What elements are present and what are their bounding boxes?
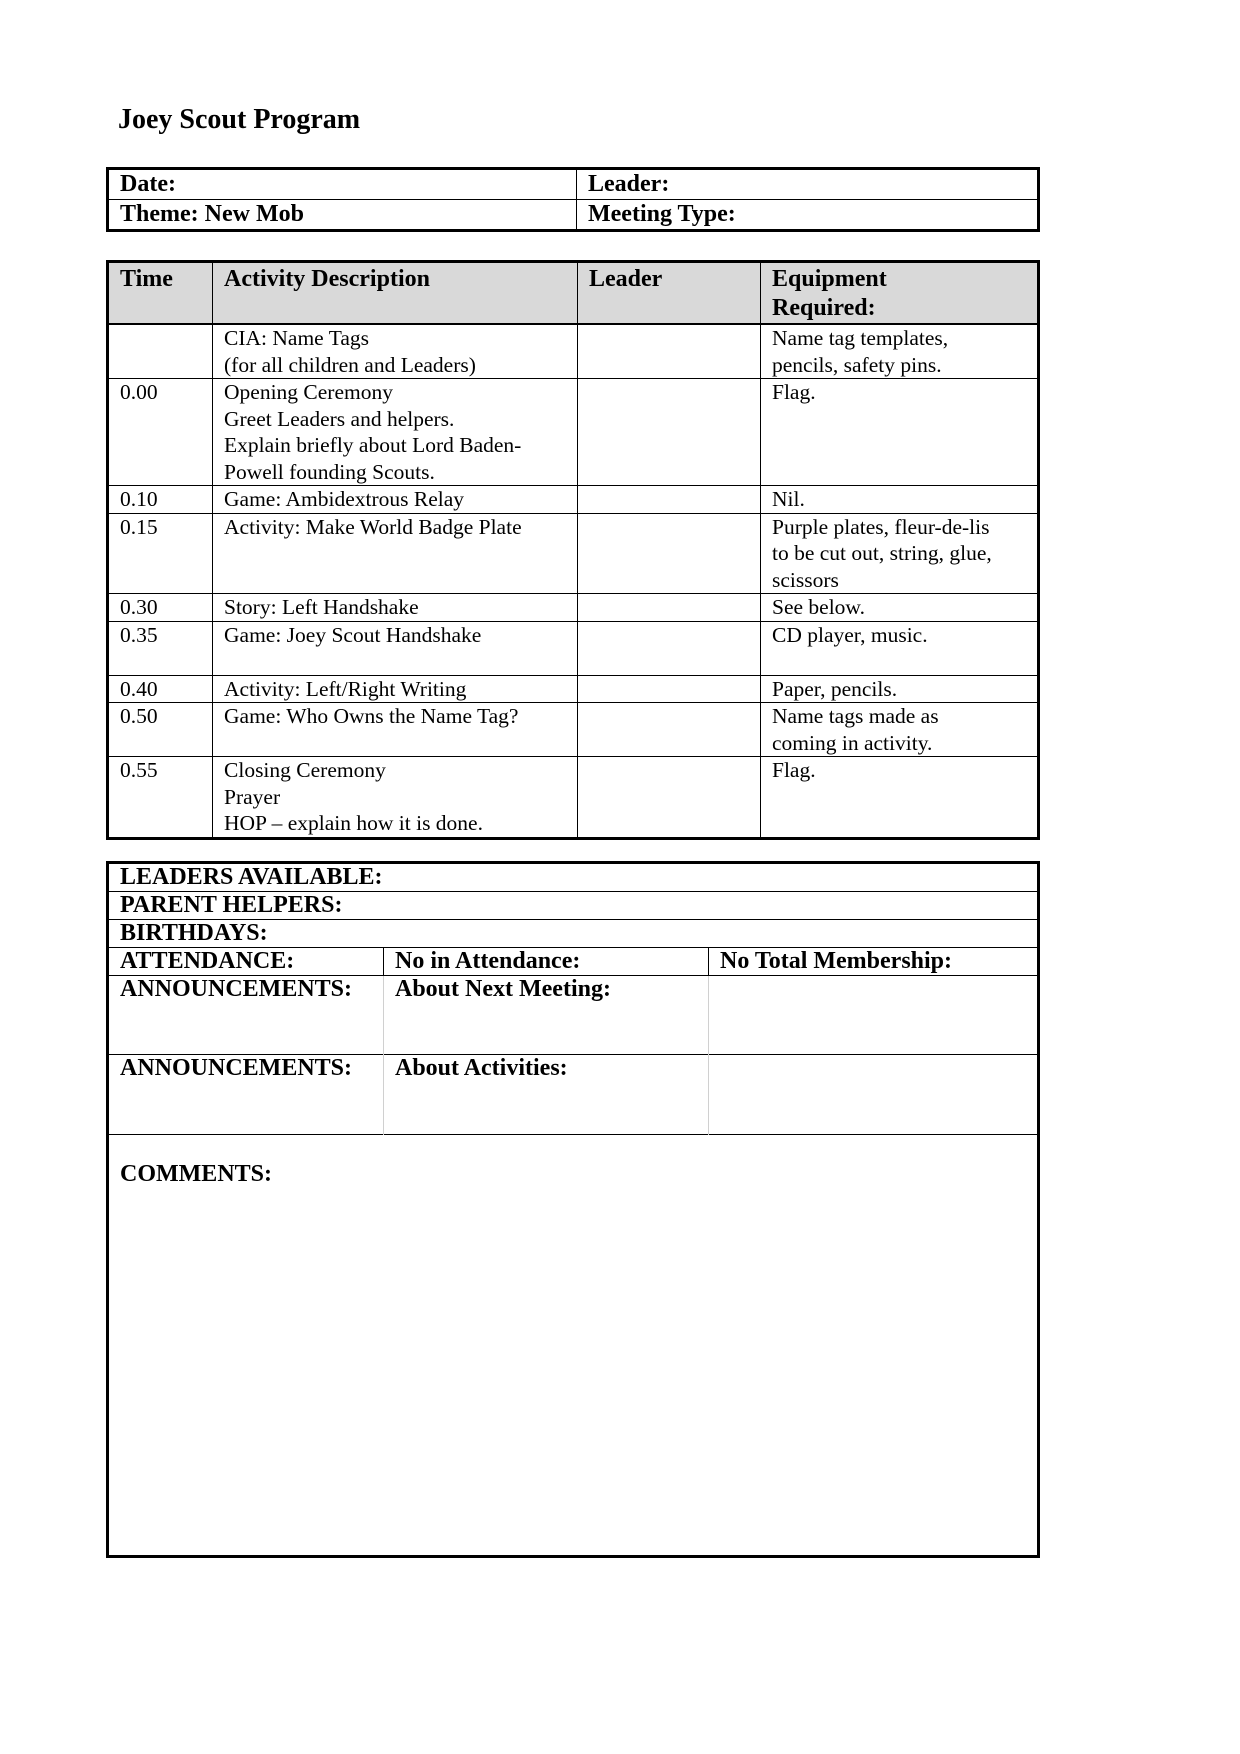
activity-cell-line: Game: Ambidextrous Relay	[224, 487, 465, 511]
activity-cell	[213, 486, 578, 514]
equipment-cell-line: Paper, pencils.	[772, 676, 898, 701]
birthdays-row	[108, 920, 1039, 948]
column-header-equipment	[761, 262, 1039, 325]
activity-cell-line: HOP – explain how it is done.	[224, 811, 483, 835]
program-row	[108, 621, 1039, 675]
activity-cell-line: Story: Left Handshake	[224, 595, 419, 619]
activity-cell-line: Game: Who Owns the Name Tag?	[224, 704, 519, 728]
about-activities-label: About Activities:	[384, 1055, 709, 1135]
leader-cell	[578, 703, 761, 757]
attendance-row	[108, 948, 1039, 976]
program-row	[108, 757, 1039, 839]
activity-cell	[213, 513, 578, 594]
equipment-cell	[761, 757, 1039, 839]
leader-cell	[578, 513, 761, 594]
equipment-cell-line: Name tag templates,	[772, 326, 949, 350]
time-cell: 0.50	[108, 703, 213, 757]
equipment-cell-line: Flag.	[772, 380, 816, 404]
leader-cell	[578, 486, 761, 514]
leaders-available-label: LEADERS AVAILABLE:	[120, 864, 383, 890]
program-table	[106, 260, 1040, 840]
column-header-leader: Leader	[578, 262, 761, 325]
parent-helpers-label: PARENT HELPERS:	[108, 892, 1039, 920]
equipment-cell	[761, 703, 1039, 757]
activity-cell-line: Prayer	[224, 784, 281, 809]
leaders-available-row	[108, 863, 1039, 892]
activity-cell-line: Explain briefly about Lord Baden-	[224, 433, 522, 457]
equipment-cell-line: Nil.	[772, 487, 805, 511]
equipment-cell	[761, 594, 1039, 622]
footer-table	[106, 861, 1040, 1558]
equipment-cell	[761, 621, 1039, 675]
program-body	[108, 324, 1039, 838]
time-cell: 0.55	[108, 757, 213, 839]
birthdays-label: BIRTHDAYS:	[108, 920, 1039, 948]
leader-cell	[578, 675, 761, 703]
leader-cell	[578, 594, 761, 622]
column-header-activity: Activity Description	[213, 262, 578, 325]
equipment-cell-line: Name tags made as	[772, 704, 939, 728]
column-header-time: Time	[108, 262, 213, 325]
no-total-membership-label: No Total Membership:	[709, 948, 1039, 976]
activity-cell	[213, 594, 578, 622]
equipment-cell-line: pencils, safety pins.	[772, 352, 942, 377]
page-title: Joey Scout Program	[118, 104, 361, 135]
equipment-cell-line: to be cut out, string, glue,	[772, 541, 992, 565]
equipment-header-line: Equipment	[772, 266, 887, 292]
program-row	[108, 513, 1039, 594]
activity-cell-line: Opening Ceremony	[224, 380, 393, 404]
header-row-2	[108, 200, 1039, 231]
time-cell: 0.35	[108, 621, 213, 675]
leader-cell	[578, 379, 761, 486]
activity-cell-line: (for all children and Leaders)	[224, 352, 476, 377]
date-label: Date:	[108, 169, 577, 200]
program-row	[108, 675, 1039, 703]
equipment-cell-line: coming in activity.	[772, 730, 933, 755]
leader-cell	[578, 324, 761, 379]
header-table	[106, 167, 1040, 232]
activity-cell	[213, 757, 578, 839]
activity-cell-line: Activity: Left/Right Writing	[224, 676, 467, 701]
comments-label: COMMENTS:	[108, 1135, 1039, 1557]
equipment-cell	[761, 675, 1039, 703]
activity-cell	[213, 324, 578, 379]
time-cell: 0.30	[108, 594, 213, 622]
equipment-cell	[761, 379, 1039, 486]
equipment-cell	[761, 324, 1039, 379]
activity-cell	[213, 675, 578, 703]
program-row	[108, 703, 1039, 757]
activity-cell-line: Game: Joey Scout Handshake	[224, 622, 482, 647]
attendance-label: ATTENDANCE:	[108, 948, 384, 976]
about-next-meeting-label: About Next Meeting:	[384, 976, 709, 1055]
time-cell: 0.40	[108, 675, 213, 703]
activity-cell-line: Closing Ceremony	[224, 758, 386, 782]
program-header-row	[108, 262, 1039, 325]
leader-cell	[578, 621, 761, 675]
equipment-header-line: Required:	[772, 295, 876, 321]
activity-cell	[213, 379, 578, 486]
announcements-next-meeting-row	[108, 976, 1039, 1055]
equipment-cell-line: Purple plates, fleur-de-lis	[772, 514, 990, 539]
leader-cell	[578, 757, 761, 839]
equipment-cell-line: See below.	[772, 595, 865, 619]
announcements-activities-blank	[709, 1055, 1039, 1135]
time-cell	[108, 324, 213, 379]
no-in-attendance-label: No in Attendance:	[384, 948, 709, 976]
activity-cell	[213, 621, 578, 675]
program-row	[108, 594, 1039, 622]
activity-cell-line: Powell founding Scouts.	[224, 459, 435, 484]
equipment-cell	[761, 513, 1039, 594]
program-row	[108, 486, 1039, 514]
theme-label: Theme: New Mob	[108, 200, 577, 231]
header-row-1	[108, 169, 1039, 200]
equipment-cell-line: Flag.	[772, 758, 816, 782]
announcements-label: ANNOUNCEMENTS:	[108, 1055, 384, 1135]
equipment-cell	[761, 486, 1039, 514]
equipment-cell-line: CD player, music.	[772, 622, 928, 647]
activity-cell-line: CIA: Name Tags	[224, 326, 369, 350]
time-cell: 0.15	[108, 513, 213, 594]
announcements-next-meeting-blank	[709, 976, 1039, 1055]
announcements-label: ANNOUNCEMENTS:	[108, 976, 384, 1055]
time-cell: 0.00	[108, 379, 213, 486]
leader-label: Leader:	[588, 171, 670, 197]
activity-cell-line: Activity: Make World Badge Plate	[224, 514, 522, 539]
parent-helpers-row	[108, 892, 1039, 920]
activity-cell	[213, 703, 578, 757]
comments-row	[108, 1135, 1039, 1557]
time-cell: 0.10	[108, 486, 213, 514]
announcements-activities-row	[108, 1055, 1039, 1135]
activity-cell-line: Greet Leaders and helpers.	[224, 406, 455, 431]
equipment-cell-line: scissors	[772, 567, 839, 592]
program-row	[108, 324, 1039, 379]
meeting-type-label: Meeting Type:	[577, 200, 1039, 231]
program-row	[108, 379, 1039, 486]
